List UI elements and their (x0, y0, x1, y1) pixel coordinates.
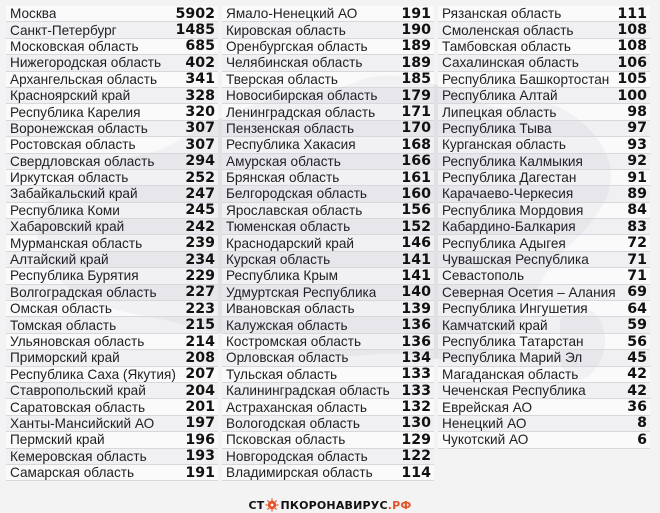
case-count: 190 (401, 22, 431, 39)
case-count: 208 (185, 349, 215, 366)
region-name: Владимирская область (226, 465, 373, 481)
region-name: Пензенская область (226, 120, 355, 136)
case-count: 36 (627, 399, 647, 416)
table-row (438, 72, 650, 88)
case-count: 171 (401, 104, 431, 121)
case-count: 72 (627, 235, 647, 252)
footer (0, 497, 660, 513)
region-name: Ненецкий АО (442, 415, 527, 431)
region-name: Московская область (10, 38, 139, 54)
table-row (438, 317, 650, 333)
table-row (6, 137, 218, 153)
region-name: Ульяновская область (10, 334, 145, 349)
case-count: 185 (401, 71, 431, 88)
case-count: 97 (627, 120, 647, 137)
case-count: 204 (185, 382, 215, 399)
table-row (438, 219, 650, 235)
case-count: 8 (637, 415, 647, 432)
region-name: Мурманская область (10, 235, 143, 251)
table-row (222, 416, 434, 432)
table-row (6, 432, 218, 448)
region-name: Самарская область (10, 465, 135, 481)
case-count: 146 (401, 235, 431, 252)
region-name: Брянская область (226, 170, 340, 186)
region-name: Республика Ингушетия (442, 301, 588, 317)
case-count: 133 (401, 366, 431, 383)
case-count: 245 (185, 202, 215, 219)
region-name: Вологодская область (226, 415, 360, 431)
table-row (438, 137, 650, 153)
region-name: Саратовская область (10, 399, 146, 415)
region-name: Калужская область (226, 317, 348, 333)
table-row (438, 235, 650, 251)
region-name: Краснодарский край (226, 235, 355, 251)
table-row (6, 186, 218, 202)
table-row (222, 383, 434, 399)
case-count: 71 (627, 267, 647, 284)
region-name: Ставропольский край (10, 383, 146, 399)
table-row (6, 72, 218, 88)
table-row (6, 39, 218, 55)
region-name: Архангельская область (10, 71, 158, 87)
table-row (438, 350, 650, 366)
region-name: Приморский край (10, 350, 120, 366)
table-row (6, 465, 218, 481)
region-name: Еврейская АО (442, 399, 533, 415)
case-count: 114 (401, 464, 431, 481)
table-row (6, 219, 218, 235)
virus-icon (265, 498, 279, 512)
region-name: Республика Коми (10, 202, 120, 218)
table-row (6, 383, 218, 399)
case-count: 402 (185, 54, 215, 71)
region-name: Костромская область (226, 334, 362, 349)
case-count: 69 (627, 284, 647, 301)
region-name: Севастополь (442, 268, 525, 284)
table-row (6, 88, 218, 104)
case-count: 191 (401, 5, 431, 22)
case-count: 328 (185, 87, 215, 104)
case-count: 130 (401, 415, 431, 432)
case-count: 64 (627, 300, 647, 317)
region-name: Иркутская область (10, 170, 129, 186)
case-count: 215 (185, 317, 215, 334)
table-row (222, 268, 434, 284)
region-name: Республика Калмыкия (442, 153, 583, 169)
table-row (222, 39, 434, 55)
table-row (438, 432, 650, 448)
region-name: Кабардино-Балкария (442, 219, 576, 235)
table-row (6, 416, 218, 432)
case-count: 98 (627, 104, 647, 121)
case-count: 71 (627, 251, 647, 268)
table-row (438, 55, 650, 71)
region-name: Республика Татарстан (442, 334, 584, 349)
case-count: 129 (401, 431, 431, 448)
region-name: Смоленская область (442, 22, 574, 38)
case-count: 214 (185, 333, 215, 350)
logo-text-st: СТ (248, 498, 265, 512)
region-name: Северная Осетия – Алания (442, 284, 616, 300)
case-count: 229 (185, 267, 215, 284)
region-name: Республика Башкортостан (442, 71, 610, 87)
column-2 (222, 6, 434, 481)
region-name: Кемеровская область (10, 448, 147, 464)
table-row (6, 367, 218, 383)
case-count: 152 (401, 218, 431, 235)
table-row (6, 22, 218, 38)
case-count: 136 (401, 317, 431, 334)
region-name: Калининградская область (226, 383, 390, 399)
case-count: 223 (185, 300, 215, 317)
region-name: Амурская область (226, 153, 341, 169)
table-row (6, 154, 218, 170)
region-name: Республика Марий Эл (442, 350, 583, 366)
table-row (222, 350, 434, 366)
table-row (222, 465, 434, 481)
region-name: Курская область (226, 252, 331, 268)
region-name: Тверская область (226, 71, 338, 87)
region-name: Республика Саха (Якутия) (10, 366, 176, 382)
table-row (222, 186, 434, 202)
logo-text-domain: .РФ (387, 498, 412, 512)
region-name: Чеченская Республика (442, 383, 586, 399)
case-count: 5902 (175, 5, 215, 22)
case-count: 139 (401, 300, 431, 317)
region-name: Хабаровский край (10, 219, 125, 235)
case-count: 156 (401, 202, 431, 219)
table-row (438, 301, 650, 317)
case-count: 56 (627, 333, 647, 350)
region-name: Орловская область (226, 350, 349, 366)
table-row (438, 203, 650, 219)
table-row (222, 170, 434, 186)
region-name: Ярославская область (226, 202, 363, 218)
table-row (438, 154, 650, 170)
table-row (222, 235, 434, 251)
case-count: 189 (401, 54, 431, 71)
table-row (6, 268, 218, 284)
table-row (6, 235, 218, 251)
case-count: 193 (185, 448, 215, 465)
region-name: Пермский край (10, 432, 105, 448)
case-count: 92 (627, 153, 647, 170)
case-count: 239 (185, 235, 215, 252)
case-count: 191 (185, 464, 215, 481)
case-count: 6 (637, 431, 647, 448)
table-row (222, 104, 434, 120)
table-row (6, 449, 218, 465)
region-name: Липецкая область (442, 104, 557, 120)
table-row (6, 6, 218, 22)
region-name: Сахалинская область (442, 55, 579, 71)
region-name: Магаданская область (442, 366, 579, 382)
table-row (438, 170, 650, 186)
region-name: Новгородская область (226, 448, 368, 464)
case-count: 89 (627, 186, 647, 202)
table-row (222, 334, 434, 350)
table-row (222, 154, 434, 170)
table-row (6, 317, 218, 333)
region-name: Карачаево-Черкесия (442, 186, 574, 202)
case-count: 196 (185, 431, 215, 448)
table-row (222, 203, 434, 219)
case-count: 134 (401, 349, 431, 366)
region-name: Москва (10, 6, 57, 22)
case-count: 136 (401, 333, 431, 350)
table-row (6, 350, 218, 366)
region-name: Псковская область (226, 432, 346, 448)
column-3 (438, 6, 650, 481)
case-count: 83 (627, 218, 647, 235)
case-count: 252 (185, 169, 215, 186)
region-name: Тюменская область (226, 219, 351, 235)
case-count: 247 (185, 186, 215, 202)
table-row (438, 88, 650, 104)
column-1 (6, 6, 218, 481)
table-row (438, 383, 650, 399)
table-row (222, 432, 434, 448)
table-row (6, 301, 218, 317)
case-count: 161 (401, 169, 431, 186)
case-count: 170 (401, 120, 431, 137)
table-row (438, 268, 650, 284)
region-name: Оренбургская область (226, 38, 368, 54)
case-count: 201 (185, 399, 215, 416)
region-name: Томская область (10, 317, 117, 333)
case-count: 42 (627, 382, 647, 399)
case-count: 307 (185, 136, 215, 153)
region-name: Республика Хакасия (226, 137, 356, 153)
region-name: Тамбовская область (442, 38, 571, 54)
region-name: Волгоградская область (10, 284, 157, 300)
table-row (6, 55, 218, 71)
table-row (222, 252, 434, 268)
case-count: 168 (401, 136, 431, 153)
region-name: Республика Алтай (442, 88, 558, 104)
table-row (438, 121, 650, 137)
region-name: Республика Крым (226, 268, 339, 284)
region-name: Ямало-Ненецкий АО (226, 6, 358, 22)
region-name: Удмуртская Республика (226, 284, 377, 300)
region-name: Свердловская область (10, 153, 155, 169)
table-row (6, 104, 218, 120)
case-count: 140 (401, 284, 431, 301)
region-name: Рязанская область (442, 6, 562, 22)
case-count: 93 (627, 136, 647, 153)
table-row (222, 285, 434, 301)
region-name: Ростовская область (10, 137, 136, 153)
case-count: 133 (401, 382, 431, 399)
region-name: Кировская область (226, 22, 346, 38)
case-count: 685 (185, 38, 215, 55)
region-name: Ивановская область (226, 301, 355, 317)
case-count: 91 (627, 169, 647, 186)
table-row (438, 285, 650, 301)
case-count: 294 (185, 153, 215, 170)
table-row (6, 170, 218, 186)
region-name: Нижегородская область (10, 55, 162, 71)
case-count: 84 (627, 202, 647, 219)
case-count: 100 (617, 87, 647, 104)
table-row (438, 252, 650, 268)
case-count: 1485 (175, 22, 215, 39)
region-name: Забайкальский край (10, 186, 138, 202)
case-count: 132 (401, 399, 431, 416)
table-row (6, 334, 218, 350)
case-count: 105 (617, 71, 647, 88)
table-row (222, 399, 434, 415)
region-name: Курганская область (442, 137, 566, 153)
region-name: Воронежская область (10, 120, 148, 136)
case-count: 45 (627, 349, 647, 366)
region-name: Чувашская Республика (442, 252, 589, 268)
case-count: 111 (617, 5, 647, 22)
table-row (6, 203, 218, 219)
region-name: Республика Мордовия (442, 202, 584, 218)
region-name: Челябинская область (226, 55, 363, 71)
case-count: 106 (617, 54, 647, 71)
region-name: Белгородская область (226, 186, 368, 202)
table-row (222, 219, 434, 235)
case-count: 108 (617, 22, 647, 39)
table-row (6, 285, 218, 301)
region-name: Ханты-Мансийский АО (10, 415, 155, 431)
table-row (6, 252, 218, 268)
region-name: Тульская область (226, 366, 338, 382)
case-count: 42 (627, 366, 647, 383)
case-count: 122 (401, 448, 431, 465)
region-name: Красноярский край (10, 88, 131, 104)
region-name: Ленинградская область (226, 104, 376, 120)
table-row (438, 399, 650, 415)
region-name: Республика Бурятия (10, 268, 139, 284)
case-count: 307 (185, 120, 215, 137)
region-name: Республика Тыва (442, 120, 552, 136)
table-row (222, 317, 434, 333)
case-count: 59 (627, 317, 647, 334)
table-row (6, 399, 218, 415)
table-row (438, 22, 650, 38)
case-count: 189 (401, 38, 431, 55)
region-name: Новосибирская область (226, 88, 378, 104)
case-count: 141 (401, 267, 431, 284)
case-count: 242 (185, 218, 215, 235)
case-count: 320 (185, 104, 215, 121)
case-count: 227 (185, 284, 215, 301)
region-name: Санкт-Петербург (10, 22, 117, 38)
region-name: Астраханская область (226, 399, 367, 415)
table-row (438, 334, 650, 350)
table-row (222, 22, 434, 38)
table-row (438, 104, 650, 120)
table-row (222, 449, 434, 465)
table-row (6, 121, 218, 137)
case-count: 197 (185, 415, 215, 432)
region-name: Республика Дагестан (442, 170, 577, 186)
table-row (438, 6, 650, 22)
table-row (222, 301, 434, 317)
region-name: Республика Карелия (10, 104, 141, 120)
table-row (438, 367, 650, 383)
table-row (222, 55, 434, 71)
region-name: Омская область (10, 301, 112, 317)
case-count: 166 (401, 153, 431, 170)
table-row (222, 6, 434, 22)
region-name: Республика Адыгея (442, 235, 566, 251)
case-count: 207 (185, 366, 215, 383)
region-name: Камчатский край (442, 317, 548, 333)
case-count: 141 (401, 251, 431, 268)
case-count: 234 (185, 251, 215, 268)
table-row (438, 39, 650, 55)
logo-text-main: ПКОРОНАВИРУС (280, 498, 388, 512)
case-count: 179 (401, 87, 431, 104)
case-count: 160 (401, 186, 431, 202)
case-count: 108 (617, 38, 647, 55)
table-row (222, 137, 434, 153)
table-row (222, 367, 434, 383)
region-name: Алтайский край (10, 252, 109, 268)
stopkoronavirus-logo[interactable] (248, 498, 411, 512)
table-row (222, 88, 434, 104)
data-table (6, 6, 654, 481)
table-row (222, 121, 434, 137)
region-name: Чукотский АО (442, 432, 529, 448)
table-row (222, 72, 434, 88)
case-count: 341 (185, 71, 215, 88)
table-row (438, 416, 650, 432)
table-row (438, 186, 650, 202)
